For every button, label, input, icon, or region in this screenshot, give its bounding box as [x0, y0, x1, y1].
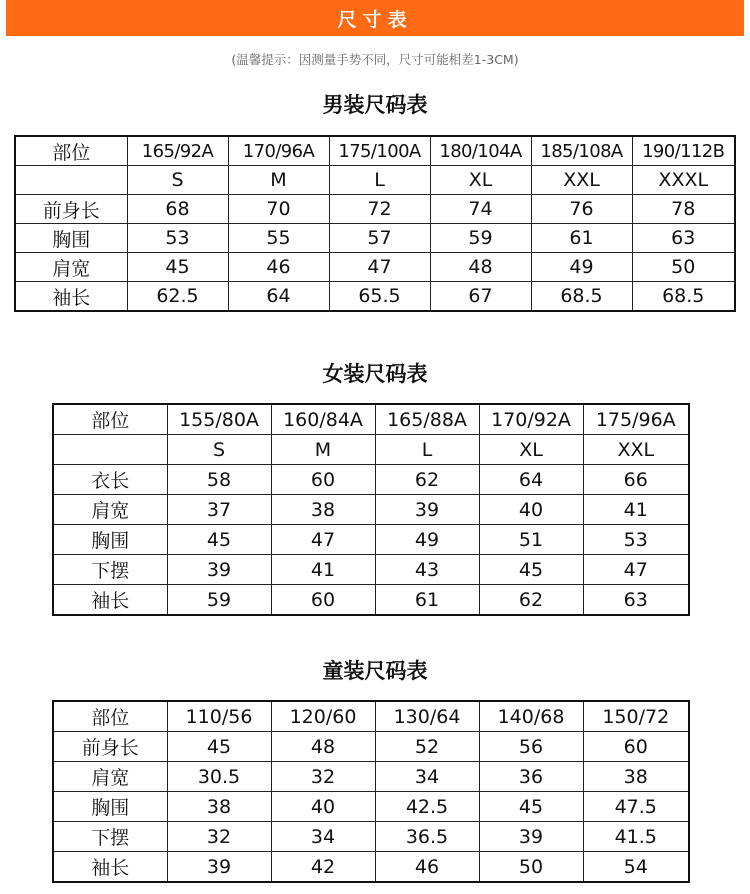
value-cell: 45	[479, 792, 583, 822]
value-cell: 39	[375, 495, 479, 525]
value-cell: 120/60	[271, 701, 375, 732]
value-cell: 41	[271, 555, 375, 585]
men-table-title: 男装尺码表	[322, 93, 428, 117]
value-cell: 62.5	[127, 282, 228, 312]
men-table-row	[15, 282, 735, 312]
value-cell: 48	[271, 732, 375, 762]
value-cell: 51	[479, 525, 583, 555]
value-cell: XXXL	[632, 166, 735, 195]
value-cell: 180/104A	[430, 136, 531, 166]
value-cell: XXL	[583, 435, 689, 465]
value-cell: 45	[479, 555, 583, 585]
value-cell: 59	[430, 224, 531, 253]
value-cell: 76	[531, 195, 632, 224]
value-cell: 150/72	[583, 701, 689, 732]
women-table-row	[53, 465, 689, 495]
men-header-row	[15, 136, 735, 166]
row-label-cell: 袖长	[53, 585, 167, 616]
row-label-cell: 衣长	[53, 465, 167, 495]
value-cell: 42.5	[375, 792, 479, 822]
value-cell: 46	[375, 852, 479, 883]
value-cell: 32	[271, 762, 375, 792]
women-table-row	[53, 585, 689, 616]
men-table-row	[15, 253, 735, 282]
value-cell: 58	[167, 465, 271, 495]
value-cell: 60	[271, 585, 375, 616]
row-label-cell: 下摆	[53, 555, 167, 585]
value-cell: 68.5	[632, 282, 735, 312]
value-cell: 160/84A	[271, 404, 375, 435]
women-table-row	[53, 525, 689, 555]
measurement-tip: (温馨提示：因测量手势不同，尺寸可能相差1-3CM)	[231, 52, 519, 67]
value-cell: 64	[479, 465, 583, 495]
value-cell: 50	[479, 852, 583, 883]
kids-table-row	[53, 762, 689, 792]
value-cell: 61	[531, 224, 632, 253]
value-cell: 140/68	[479, 701, 583, 732]
value-cell: 30.5	[167, 762, 271, 792]
value-cell: S	[167, 435, 271, 465]
value-cell: 50	[632, 253, 735, 282]
value-cell: 54	[583, 852, 689, 883]
value-cell: 45	[167, 525, 271, 555]
value-cell: 47	[271, 525, 375, 555]
value-cell: 38	[167, 792, 271, 822]
value-cell: 40	[271, 792, 375, 822]
value-cell: 38	[583, 762, 689, 792]
value-cell: 55	[228, 224, 329, 253]
value-cell: 40	[479, 495, 583, 525]
value-cell: 165/92A	[127, 136, 228, 166]
kids-table-row	[53, 852, 689, 883]
value-cell: 68	[127, 195, 228, 224]
value-cell: 155/80A	[167, 404, 271, 435]
value-cell: 66	[583, 465, 689, 495]
row-label-cell: 部位	[53, 701, 167, 732]
men-size-table	[14, 135, 736, 312]
value-cell: 41.5	[583, 822, 689, 852]
row-label-cell: 前身长	[15, 195, 127, 224]
value-cell: 175/100A	[329, 136, 430, 166]
header-title: 尺寸表	[337, 8, 413, 31]
women-table-row	[53, 555, 689, 585]
women-size-table	[52, 403, 690, 616]
value-cell: 37	[167, 495, 271, 525]
men-table-row	[15, 224, 735, 253]
value-cell: 72	[329, 195, 430, 224]
value-cell: 165/88A	[375, 404, 479, 435]
kids-header-row	[53, 701, 689, 732]
value-cell: 57	[329, 224, 430, 253]
value-cell: 63	[632, 224, 735, 253]
value-cell: 60	[583, 732, 689, 762]
value-cell: 39	[479, 822, 583, 852]
row-label-cell: 肩宽	[53, 495, 167, 525]
value-cell: 46	[228, 253, 329, 282]
value-cell: 110/56	[167, 701, 271, 732]
value-cell: 32	[167, 822, 271, 852]
value-cell: 45	[167, 732, 271, 762]
value-cell: 61	[375, 585, 479, 616]
value-cell: 42	[271, 852, 375, 883]
value-cell: 36.5	[375, 822, 479, 852]
value-cell: 34	[271, 822, 375, 852]
value-cell: L	[375, 435, 479, 465]
women-table-title: 女装尺码表	[322, 362, 428, 386]
row-label-cell: 前身长	[53, 732, 167, 762]
value-cell: 65.5	[329, 282, 430, 312]
row-label-cell: 袖长	[53, 852, 167, 883]
value-cell: 175/96A	[583, 404, 689, 435]
value-cell: 56	[479, 732, 583, 762]
value-cell: 49	[375, 525, 479, 555]
value-cell: 62	[375, 465, 479, 495]
kids-table-row	[53, 822, 689, 852]
value-cell: 39	[167, 555, 271, 585]
row-label-cell: 下摆	[53, 822, 167, 852]
value-cell: 48	[430, 253, 531, 282]
row-label-cell: 胸围	[53, 525, 167, 555]
row-label-cell	[15, 166, 127, 195]
value-cell: 60	[271, 465, 375, 495]
value-cell: 36	[479, 762, 583, 792]
value-cell: M	[228, 166, 329, 195]
men-table-row	[15, 195, 735, 224]
value-cell: 53	[583, 525, 689, 555]
row-label-cell: 袖长	[15, 282, 127, 312]
value-cell: 47	[583, 555, 689, 585]
value-cell: 67	[430, 282, 531, 312]
value-cell: 47	[329, 253, 430, 282]
women-table-row	[53, 495, 689, 525]
kids-size-table	[52, 700, 690, 883]
row-label-cell: 部位	[53, 404, 167, 435]
women-header-row	[53, 404, 689, 435]
men-size-row	[15, 166, 735, 195]
value-cell: 74	[430, 195, 531, 224]
value-cell: 34	[375, 762, 479, 792]
value-cell: 64	[228, 282, 329, 312]
value-cell: 49	[531, 253, 632, 282]
value-cell: 59	[167, 585, 271, 616]
header-banner	[6, 0, 744, 36]
value-cell: XL	[479, 435, 583, 465]
value-cell: 53	[127, 224, 228, 253]
row-label-cell: 肩宽	[15, 253, 127, 282]
value-cell: M	[271, 435, 375, 465]
value-cell: XL	[430, 166, 531, 195]
kids-table-row	[53, 792, 689, 822]
value-cell: 70	[228, 195, 329, 224]
value-cell: L	[329, 166, 430, 195]
value-cell: 41	[583, 495, 689, 525]
value-cell: 39	[167, 852, 271, 883]
row-label-cell: 部位	[15, 136, 127, 166]
row-label-cell: 胸围	[15, 224, 127, 253]
value-cell: 170/96A	[228, 136, 329, 166]
value-cell: 130/64	[375, 701, 479, 732]
row-label-cell: 胸围	[53, 792, 167, 822]
row-label-cell: 肩宽	[53, 762, 167, 792]
value-cell: 43	[375, 555, 479, 585]
value-cell: 170/92A	[479, 404, 583, 435]
value-cell: 68.5	[531, 282, 632, 312]
value-cell: S	[127, 166, 228, 195]
value-cell: 47.5	[583, 792, 689, 822]
value-cell: 38	[271, 495, 375, 525]
value-cell: 63	[583, 585, 689, 616]
kids-table-row	[53, 732, 689, 762]
value-cell: 62	[479, 585, 583, 616]
value-cell: XXL	[531, 166, 632, 195]
value-cell: 78	[632, 195, 735, 224]
women-size-row	[53, 435, 689, 465]
value-cell: 190/112B	[632, 136, 735, 166]
value-cell: 185/108A	[531, 136, 632, 166]
row-label-cell	[53, 435, 167, 465]
kids-table-title: 童装尺码表	[322, 659, 428, 683]
value-cell: 45	[127, 253, 228, 282]
value-cell: 52	[375, 732, 479, 762]
